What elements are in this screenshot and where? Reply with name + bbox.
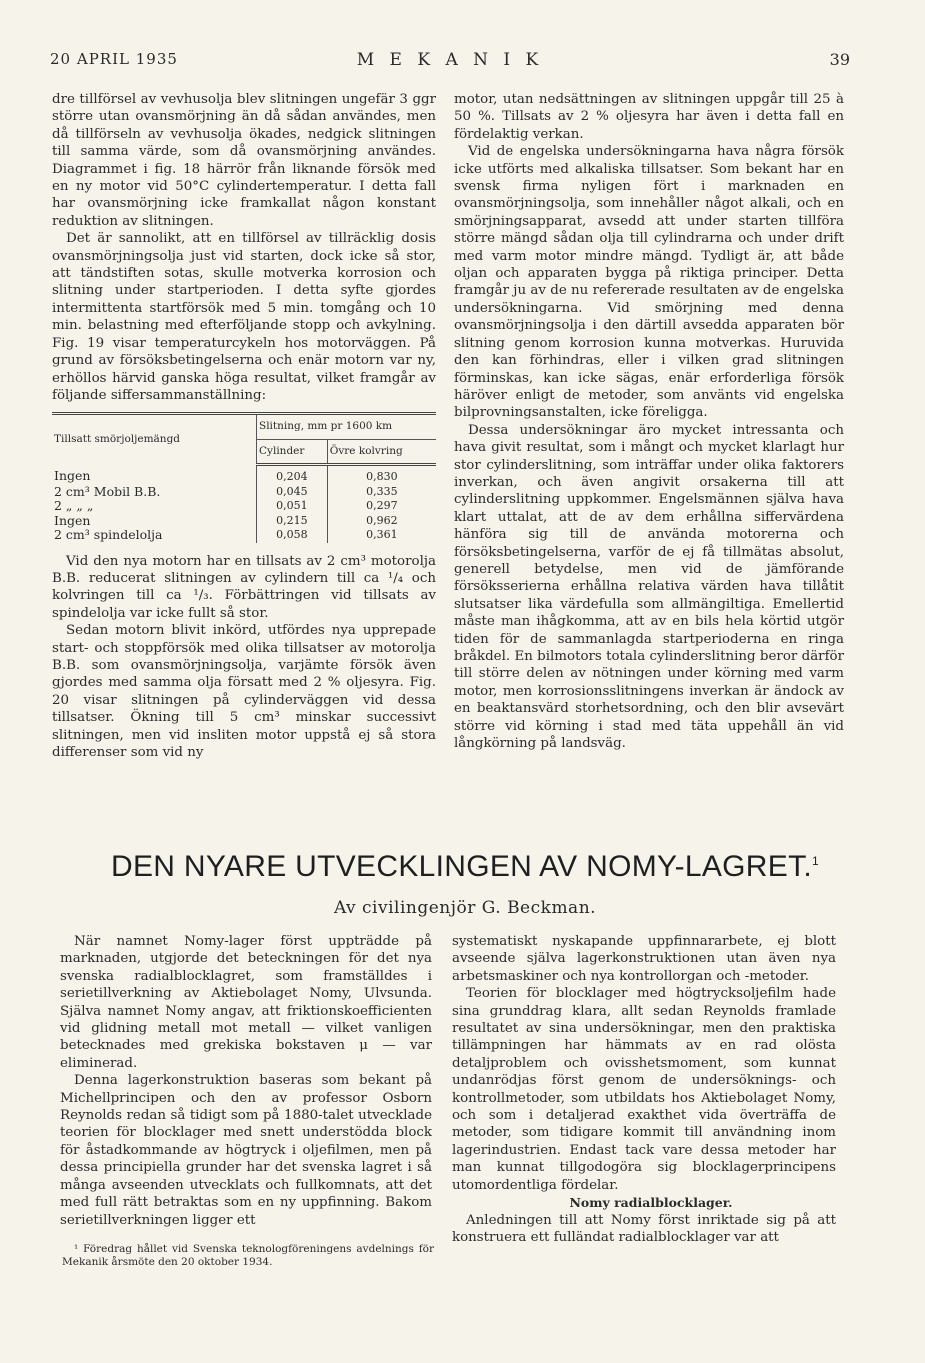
cylinder-wear: 0,204	[257, 465, 328, 485]
paragraph: motor, utan nedsättningen av slitningen uppgår till 25 à 50 %. Tillsats av 2 % oljesyra har även i detta fall en fördelaktig verkan.	[454, 92, 844, 142]
page-header	[50, 50, 850, 74]
paragraph: Vid den nya motorn har en tillsats av 2 cm³ motorolja B.B. reducerat slitningen av cylindern till ca ¹/₄ och kolvringen till ca ¹/₃. Förbättringen vid tillsats av spindelolja var icke fullt så stor.	[52, 553, 436, 621]
row-label: 2 cm³ spindelolja	[54, 527, 163, 543]
paragraph: systematiskt nyskapande uppfinnararbete, ej blott avseende själva lagerkonstruktionen utan även nya arbetsmaskiner och nya kontrollorgan och -metoder.	[452, 934, 836, 984]
paragraph: Vid de engelska undersökningarna hava några försök icke utförts med alkaliska tillsatser. Som bekant har en svensk firma nyligen fört i marknaden en ovansmörjningsolja, som innehåller något alkali, och en smörjningsapparat, avsedd att under starten tillföra större mängd sådan olja till cylindrarna och under drift med varm motor mindre mängd. Tydligt är, att både oljan och apparaten bygga på riktiga principer. Detta framgår ju av de nu refererade resultaten av de engelska undersökningarna. Vid smörjning med denna ovansmörjningsolja i den därtill avsedda apparaten bör slitning genom korrosion kunna motverkas. Huruvida den kan förhindras, eller i vilken grad slitningen förminskas, kan icke sägas, enär erforderliga försök häröver enligt de metoder, som använts vid engelska bilprovningsanstalten, icke föreligga.	[454, 144, 844, 421]
row-label: Ingen	[54, 512, 91, 528]
paragraph: Teorien för blocklager med högtrycksoljefilm hade sina grunddrag klara, allt sedan Reynolds framlade resultatet av sina undersökningar, men den praktiska tillämpningen har hämmats av en rad olösta detaljproblem och ovisshetsmoment, som kunnat undanrödjas först genom de undersöknings- och kontrollmetoder, som utbildats hos Aktiebolaget Nomy, och som i detaljerad exakthet vida överträffa de metoder, som tidigare kommit till användning inom lagerindustrien. Endast tack vare dessa metoder har man kunnat tillgodogöra sig blocklagerprincipens utomordentliga fördelar.	[452, 986, 836, 1193]
column-left-top	[52, 91, 436, 762]
row-label: 2 cm³ Mobil B.B.	[54, 483, 161, 499]
table-header-ring: Övre kolvring	[327, 439, 436, 464]
paragraph: Det är sannolikt, att en tillförsel av tillräcklig dosis ovansmörjningsolja just vid starten, dock icke så stor, att tändstiften sotas, skulle motverka korrosion och slitning under startperioden. I detta syfte gjordes intermittenta startförsök med 5 min. tomgång och 10 min. belastning med efterföljande stopp och avkylning. Fig. 19 visar temperaturcykeln hos motorväggen. På grund av försöksbetingelserna och enär motorn var ny, erhöllos härvid ganska höga resultat, vilket framgår av följande siffersammanställning:	[52, 231, 436, 403]
table-row	[52, 514, 436, 529]
title-footnote-marker: 1	[812, 854, 819, 868]
magazine-title: M E K A N I K	[356, 50, 544, 70]
article-title-text: DEN NYARE UTVECKLINGEN AV NOMY-LAGRET.	[111, 850, 813, 883]
table-header-oil: Tillsatt smörjoljemängd	[52, 414, 257, 465]
column-right-top	[454, 91, 844, 752]
ring-wear: 0,830	[327, 465, 436, 485]
article-byline: Av civilingenjör G. Beckman.	[333, 898, 597, 918]
ring-wear: 0,361	[327, 528, 436, 543]
page-number: 39	[829, 50, 850, 69]
issue-date: 20 APRIL 1935	[50, 50, 178, 68]
cylinder-wear: 0,045	[257, 485, 328, 500]
table-row	[52, 485, 436, 500]
column-right-bottom	[452, 933, 836, 1246]
paragraph: När namnet Nomy-lager först uppträdde på marknaden, utgjorde det beteckningen för det nya svenska radialblocklagret, som framställdes i serietillverkning av Aktiebolaget Nomy, Ulvsunda. Själva namnet Nomy angav, att friktionskoefficienten vid glidning metall mot metall — vilket vanligen betecknades med grekiska bokstaven μ — var eliminerad.	[60, 934, 432, 1071]
table-row	[52, 499, 436, 514]
wear-table	[52, 412, 436, 542]
table-header-cylinder: Cylinder	[257, 439, 328, 464]
table-row	[52, 465, 436, 485]
cylinder-wear: 0,051	[257, 499, 328, 514]
footnote: ¹ Föredrag hållet vid Svenska teknologföreningens avdelnings för Mekanik årsmöte den 20 oktober 1934.	[62, 1243, 434, 1268]
paragraph: Sedan motorn blivit inkörd, utfördes nya upprepade start- och stoppförsök med olika tillsatser av motorolja B.B. som ovansmörjningsolja, varjämte försök även gjordes med samma olja försatt med 2 % oljesyra. Fig. 20 visar slitningen på cylinderväggen vid dessa tillsatser. Ökning till 5 cm³ minskar successivt slitningen, men vid insliten motor uppstå ej så stora differenser som vid ny	[52, 623, 436, 761]
cylinder-wear: 0,215	[257, 514, 328, 529]
section-subheading: Nomy radialblocklager.	[569, 1195, 733, 1211]
paragraph: Denna lagerkonstruktion baseras som bekant på Michellprincipen och den av professor Osborn Reynolds redan så tidigt som på 1880-talet utvecklade teorien för blocklager med snett understödda block för åstadkommande av högtryck i oljefilmen, men på dessa principiella grunder har det svenska lagret i så många avseenden utvecklats och fullkomnats, att det med full rätt betraktas som en ny uppfinning. Bakom serietillverkningen ligger ett	[60, 1073, 432, 1228]
row-label: 2 „ „ „	[54, 498, 94, 514]
cylinder-wear: 0,058	[257, 528, 328, 543]
paragraph: Anledningen till att Nomy först inriktade sig på att konstruera ett fulländat radialblocklager var att	[452, 1212, 836, 1245]
ring-wear: 0,297	[327, 499, 436, 514]
column-left-bottom	[60, 933, 432, 1229]
table-header-wear: Slitning, mm pr 1600 km	[257, 414, 437, 439]
ring-wear: 0,335	[327, 485, 436, 500]
paragraph: dre tillförsel av vevhusolja blev slitningen ungefär 3 ggr större utan ovansmörjning än då sådan användes, men då tillförseln av vevhusolja ökades, nedgick slitningen till samma värde, som då ovansmörjning användes. Diagrammet i fig. 18 härrör från liknande försök med en ny motor vid 50°C cylindertemperatur. I detta fall har ovansmörjning icke framkallat någon konstant reduktion av slitningen.	[52, 92, 436, 229]
ring-wear: 0,962	[327, 514, 436, 529]
table-row	[52, 528, 436, 543]
paragraph: Dessa undersökningar äro mycket intressanta och hava givit resultat, som i mångt och mycket klarlagt hur stor cylinderslitning, som inträffar under olika faktorers inverkan, och även angivit orsakerna till att cylinderslitning uppkommer. Engelsmännen själva hava klart uttalat, att de av dem erhållna siffervärdena hänföra sig till de använda motorerna och försöksbetingelserna, varför de ej få tillmätas absolut, generell betydelse, men vid de jämförande försöksserierna erhållna relativa värden hava tillåtit slutsatser lika värdefulla som allmängiltiga. Emellertid måste man ihågkomma, att av en bils hela körtid utgör tiden för de sammanlagda startperioderna en ringa bråkdel. En bilmotors totala cylinderslitning beror därför till större delen av nötningen under körning med varm motor, men korrosionsslitningens inverkan är ändock av en beaktansvärd storhetsordning, och den blir avsevärt större vid körning i stad med täta uppehåll än vid långkörning på landsväg.	[454, 422, 844, 752]
article-title	[50, 850, 880, 884]
row-label: Ingen	[54, 468, 91, 484]
